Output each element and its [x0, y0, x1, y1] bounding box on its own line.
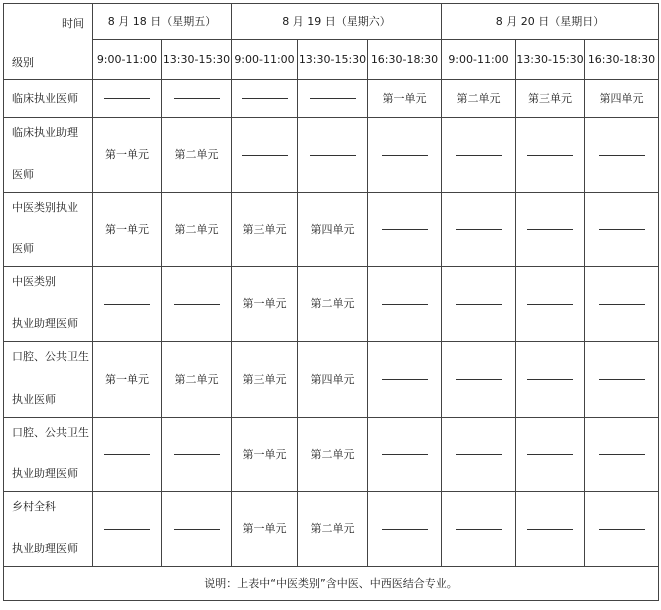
day-header: 8 月 18 日（星期五）	[93, 4, 232, 40]
time-slot-header: 9:00-11:00	[232, 40, 298, 80]
level-label-line2: 执业助理医师	[12, 317, 78, 330]
no-exam-dash	[382, 229, 428, 230]
level-label-cell	[4, 193, 93, 267]
schedule-cell	[298, 267, 368, 342]
no-exam-dash	[382, 304, 428, 305]
exam-unit-label: 第二单元	[174, 148, 219, 161]
schedule-cell	[162, 342, 232, 418]
no-exam-dash	[456, 529, 502, 530]
corner-time-label: 时间	[62, 17, 84, 30]
exam-unit-label: 第一单元	[382, 91, 427, 105]
schedule-cell	[516, 193, 585, 267]
exam-unit-label: 第二单元	[310, 522, 355, 535]
table-row	[4, 118, 659, 193]
exam-unit-label: 第二单元	[310, 447, 355, 461]
schedule-cell	[442, 193, 516, 267]
no-exam-dash	[599, 529, 645, 530]
note-row	[4, 567, 659, 601]
schedule-cell	[368, 342, 442, 418]
table-row	[4, 342, 659, 418]
no-exam-dash	[104, 98, 150, 99]
table-row	[4, 80, 659, 118]
schedule-cell	[585, 80, 659, 118]
corner-cell	[4, 4, 93, 80]
exam-unit-label: 第二单元	[174, 372, 219, 386]
level-label-line2: 执业助理医师	[12, 542, 78, 555]
exam-unit-label: 第一单元	[105, 372, 149, 386]
level-label-line1: 乡村全科	[12, 500, 56, 513]
time-slot-header: 16:30-18:30	[368, 40, 442, 80]
time-slot-header: 13:30-15:30	[298, 40, 368, 80]
schedule-cell	[298, 193, 368, 267]
no-exam-dash	[382, 529, 428, 530]
time-slot-header: 13:30-15:30	[516, 40, 585, 80]
no-exam-dash	[456, 229, 502, 230]
schedule-cell	[232, 80, 298, 118]
schedule-cell	[368, 418, 442, 492]
no-exam-dash	[174, 454, 220, 455]
no-exam-dash	[599, 379, 645, 380]
no-exam-dash	[527, 155, 573, 156]
no-exam-dash	[174, 304, 220, 305]
schedule-cell	[368, 492, 442, 567]
level-label-cell	[4, 80, 93, 118]
no-exam-dash	[104, 304, 150, 305]
level-label-line2: 执业助理医师	[12, 467, 78, 480]
day-header: 8 月 19 日（星期六）	[232, 4, 442, 40]
exam-unit-label: 第四单元	[310, 372, 355, 386]
exam-unit-label: 第四单元	[310, 222, 355, 236]
no-exam-dash	[382, 379, 428, 380]
level-label-cell	[4, 342, 93, 418]
schedule-cell	[516, 342, 585, 418]
schedule-cell	[516, 267, 585, 342]
schedule-cell	[442, 80, 516, 118]
schedule-cell	[232, 267, 298, 342]
exam-unit-label: 第一单元	[105, 222, 149, 236]
exam-unit-label: 第四单元	[599, 91, 644, 105]
no-exam-dash	[527, 304, 573, 305]
schedule-cell	[442, 342, 516, 418]
table-row	[4, 193, 659, 267]
schedule-cell	[162, 492, 232, 567]
no-exam-dash	[527, 454, 573, 455]
no-exam-dash	[242, 155, 288, 156]
schedule-cell	[585, 418, 659, 492]
no-exam-dash	[382, 155, 428, 156]
exam-schedule-table	[3, 3, 659, 601]
schedule-cell	[232, 342, 298, 418]
time-slot-header: 9:00-11:00	[93, 40, 162, 80]
corner-level-label: 级别	[12, 56, 34, 69]
no-exam-dash	[174, 98, 220, 99]
time-slot-header: 13:30-15:30	[162, 40, 232, 80]
schedule-cell	[442, 267, 516, 342]
no-exam-dash	[599, 155, 645, 156]
schedule-cell	[93, 267, 162, 342]
exam-unit-label: 第一单元	[242, 297, 287, 310]
schedule-cell	[368, 80, 442, 118]
level-label-line2: 医师	[12, 168, 34, 181]
schedule-cell	[162, 193, 232, 267]
footnote: 说明：上表中“中医类别”含中医、中西医结合专业。	[4, 567, 659, 601]
no-exam-dash	[456, 379, 502, 380]
no-exam-dash	[456, 155, 502, 156]
no-exam-dash	[104, 529, 150, 530]
schedule-cell	[298, 342, 368, 418]
schedule-cell	[516, 418, 585, 492]
level-label-cell	[4, 418, 93, 492]
schedule-cell	[93, 342, 162, 418]
schedule-cell	[232, 492, 298, 567]
exam-unit-label: 第三单元	[242, 372, 287, 386]
header-row-dates	[4, 4, 659, 40]
level-label-cell	[4, 267, 93, 342]
schedule-cell	[368, 193, 442, 267]
time-slot-header: 16:30-18:30	[585, 40, 659, 80]
schedule-cell	[93, 492, 162, 567]
schedule-cell	[232, 118, 298, 193]
schedule-cell	[162, 418, 232, 492]
schedule-cell	[93, 118, 162, 193]
schedule-cell	[585, 267, 659, 342]
schedule-cell	[368, 267, 442, 342]
schedule-cell	[162, 80, 232, 118]
level-label-line1: 临床执业医师	[12, 91, 78, 105]
exam-unit-label: 第二单元	[456, 91, 501, 105]
exam-unit-label: 第一单元	[242, 522, 287, 535]
no-exam-dash	[599, 229, 645, 230]
no-exam-dash	[599, 454, 645, 455]
exam-unit-label: 第三单元	[528, 91, 572, 105]
schedule-cell	[516, 492, 585, 567]
schedule-cell	[368, 118, 442, 193]
schedule-cell	[516, 118, 585, 193]
no-exam-dash	[310, 98, 356, 99]
schedule-cell	[162, 118, 232, 193]
no-exam-dash	[527, 379, 573, 380]
table-row	[4, 492, 659, 567]
level-label-cell	[4, 118, 93, 193]
table-row	[4, 418, 659, 492]
schedule-cell	[298, 80, 368, 118]
no-exam-dash	[527, 229, 573, 230]
schedule-cell	[442, 418, 516, 492]
schedule-cell	[162, 267, 232, 342]
level-label-line1: 口腔、公共卫生	[12, 426, 89, 439]
time-slot-header: 9:00-11:00	[442, 40, 516, 80]
schedule-cell	[298, 418, 368, 492]
no-exam-dash	[174, 529, 220, 530]
schedule-cell	[232, 418, 298, 492]
schedule-cell	[93, 80, 162, 118]
level-label-cell	[4, 492, 93, 567]
schedule-cell	[585, 492, 659, 567]
schedule-cell	[298, 118, 368, 193]
day-header: 8 月 20 日（星期日）	[442, 4, 659, 40]
no-exam-dash	[456, 304, 502, 305]
schedule-cell	[585, 342, 659, 418]
schedule-cell	[585, 193, 659, 267]
schedule-cell	[442, 118, 516, 193]
schedule-cell	[298, 492, 368, 567]
no-exam-dash	[599, 304, 645, 305]
level-label-line2: 医师	[12, 242, 34, 255]
exam-unit-label: 第一单元	[242, 447, 287, 461]
exam-unit-label: 第三单元	[242, 222, 287, 236]
header-row-slots	[4, 40, 659, 80]
schedule-cell	[232, 193, 298, 267]
level-label-line1: 中医类别	[12, 275, 56, 288]
no-exam-dash	[527, 529, 573, 530]
schedule-cell	[442, 492, 516, 567]
exam-unit-label: 第二单元	[174, 222, 219, 236]
exam-unit-label: 第一单元	[105, 148, 149, 161]
level-label-line1: 临床执业助理	[12, 126, 78, 139]
schedule-cell	[93, 193, 162, 267]
exam-unit-label: 第二单元	[310, 297, 355, 310]
schedule-cell	[93, 418, 162, 492]
no-exam-dash	[382, 454, 428, 455]
level-label-line1: 中医类别执业	[12, 201, 78, 214]
no-exam-dash	[310, 155, 356, 156]
level-label-line1: 口腔、公共卫生	[12, 350, 89, 363]
no-exam-dash	[242, 98, 288, 99]
schedule-cell	[516, 80, 585, 118]
level-label-line2: 执业医师	[12, 393, 56, 406]
no-exam-dash	[104, 454, 150, 455]
table-row	[4, 267, 659, 342]
no-exam-dash	[456, 454, 502, 455]
schedule-cell	[585, 118, 659, 193]
